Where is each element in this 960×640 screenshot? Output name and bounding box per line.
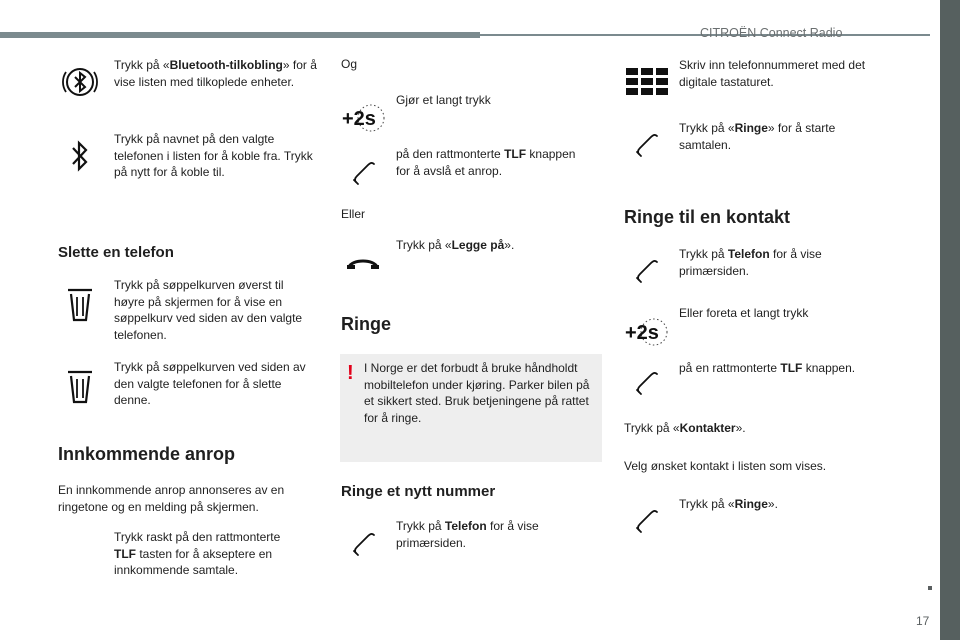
new-number-heading: Ringe et nytt nummer [341, 483, 496, 500]
delete-text-1: Trykk på søppelkurven øverst til høyre på skjermen for å vise en søppelkurv ved siden av den valgte telefonen. [114, 278, 303, 342]
call-contact-heading: Ringe til en kontakt [624, 207, 791, 227]
contacts-text: Trykk på «Kontakter». [624, 421, 746, 435]
warning-text: I Norge er det forbudt å bruke håndholdt mobiltelefon under kjøring. Parker bilen på et sikkert sted. Bruk betjeningene på rattet for å ringe. [364, 361, 590, 425]
accept-call-text: Trykk raskt på den rattmonterte TLF tasten for å akseptere en innkommende samtale. [114, 530, 281, 577]
page-header-title: CITROËN Connect Radio [700, 26, 843, 40]
og-text: Og [341, 57, 358, 71]
phone-icon [352, 531, 378, 557]
long-press-label: +2s [625, 322, 659, 344]
call-start-text: Trykk på «Ringe» for å starte samtalen. [679, 121, 836, 152]
long-press-text-right: Eller foreta et langt trykk [679, 306, 809, 320]
long-press-label: +2s [342, 108, 376, 130]
bluetooth-icon [70, 138, 90, 174]
phone-icon [635, 258, 661, 284]
trash-icon [66, 369, 94, 405]
select-contact-text: Velg ønsket kontakt i listen som vises. [624, 459, 827, 473]
long-press-icon [341, 96, 385, 140]
call-heading: Ringe [341, 314, 392, 334]
phone-icon [352, 160, 378, 186]
call-contact-text: Trykk på «Ringe». [679, 497, 778, 511]
continuation-dot [928, 586, 932, 590]
telefon-text-right: Trykk på Telefon for å vise primærsiden. [679, 247, 822, 278]
page-number: 17 [916, 614, 930, 628]
trash-icon [66, 287, 94, 323]
incoming-call-heading: Innkommende anrop [58, 444, 236, 464]
bluetooth-connect-text: Trykk på «Bluetooth-tilkobling» for å vise listen med tilkoplede enheter. [114, 58, 317, 89]
telefon-text: Trykk på Telefon for å vise primærsiden. [396, 519, 539, 550]
incoming-call-text: En innkommende anrop annonseres av en ringetone og en melding på skjermen. [58, 483, 285, 514]
long-press-text: Gjør et langt trykk [396, 93, 491, 107]
hang-up-icon [346, 255, 380, 271]
bluetooth-settings-icon [58, 60, 102, 104]
phone-icon [635, 132, 661, 158]
side-tab [940, 0, 960, 640]
warning-icon: ! [347, 362, 354, 384]
header-rule [0, 32, 480, 38]
phone-icon [635, 370, 661, 396]
keypad-text: Skriv inn telefonnummeret med det digitale tastaturet. [679, 58, 866, 89]
bluetooth-disconnect-text: Trykk på navnet på den valgte telefonen i listen for å koble fra. Trykk på nytt for å koble til. [114, 132, 313, 179]
tlf-text: på en rattmonterte TLF knappen. [679, 361, 856, 375]
delete-phone-heading: Slette en telefon [58, 244, 174, 261]
eller-text: Eller [341, 207, 366, 221]
phone-icon [635, 508, 661, 534]
reject-call-text: på den rattmonterte TLF knappen for å avslå et anrop. [396, 147, 576, 178]
delete-text-2: Trykk på søppelkurven ved siden av den valgte telefonen for å slette denne. [114, 360, 306, 407]
long-press-icon [624, 310, 668, 354]
hang-up-text: Trykk på «Legge på». [396, 238, 515, 252]
keypad-icon [626, 68, 668, 96]
